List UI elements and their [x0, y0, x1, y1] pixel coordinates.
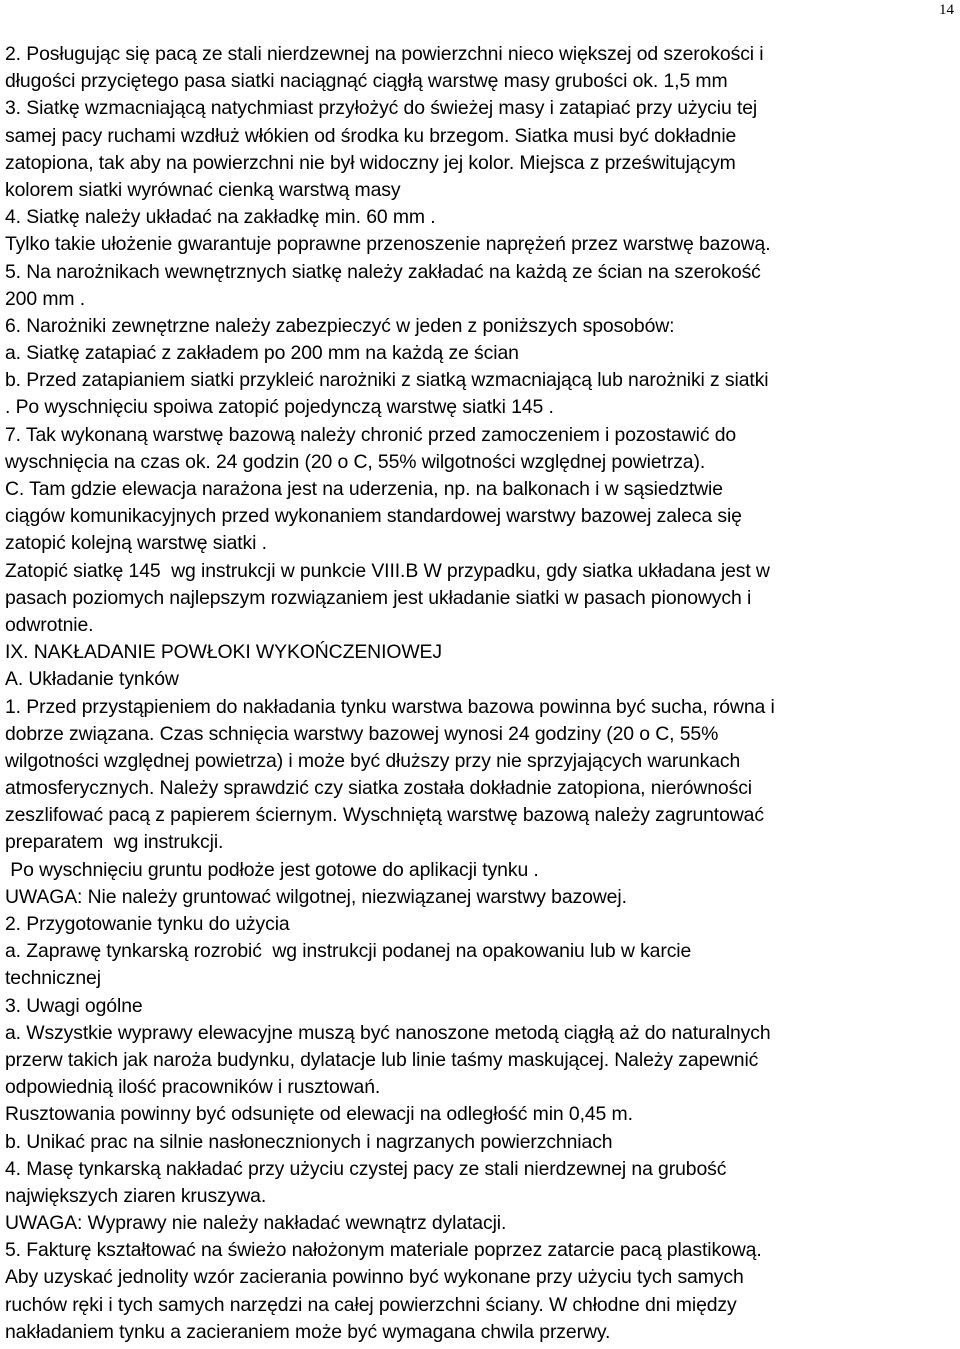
text-line: zatopić kolejną warstwę siatki . [5, 532, 267, 555]
text-line: b. Unikać prac na silnie nasłonecznionych i nagrzanych powierzchniach [5, 1130, 613, 1153]
text-line: IX. NAKŁADANIE POWŁOKI WYKOŃCZENIOWEJ [5, 641, 442, 664]
text-line: największych ziaren kruszywa. [5, 1184, 267, 1207]
text-line: UWAGA: Nie należy gruntować wilgotnej, niezwiązanej warstwy bazowej. [5, 885, 627, 908]
text-line: wilgotności względnej powietrza) i może być dłuższy przy nie sprzyjających warunkach [5, 749, 741, 772]
text-line: zeszlifować pacą z papierem ściernym. Wyschniętą warstwę bazową należy zagruntować [5, 804, 764, 827]
text-line: a. Zaprawę tynkarską rozrobić wg instrukcji podanej na opakowaniu lub w karcie [5, 940, 692, 963]
text-line: 4. Masę tynkarską nakładać przy użyciu czystej pacy ze stali nierdzewnej na grubość [5, 1157, 727, 1180]
text-line: . Po wyschnięciu spoiwa zatopić pojedynczą warstwę siatki 145 . [5, 396, 554, 419]
text-line: długości przyciętego pasa siatki naciągnąć ciągłą warstwę masy grubości ok. 1,5 mm [5, 70, 728, 93]
text-line: 7. Tak wykonaną warstwę bazową należy chronić przed zamoczeniem i pozostawić do [5, 423, 737, 446]
text-line: pasach poziomych najlepszym rozwiązaniem jest układanie siatki w pasach pionowych i [5, 586, 752, 609]
text-line: UWAGA: Wyprawy nie należy nakładać wewnątrz dylatacji. [5, 1212, 507, 1235]
text-line: przerw takich jak naroża budynku, dylatacje lub linie taśmy maskującej. Należy zapewnić [5, 1048, 759, 1071]
text-line: samej pacy ruchami wzdłuż włókien od środka ku brzegom. Siatka musi być dokładnie [5, 124, 737, 147]
text-line: a. Siatkę zatapiać z zakładem po 200 mm na każdą ze ścian [5, 342, 519, 365]
text-line: C. Tam gdzie elewacja narażona jest na uderzenia, np. na balkonach i w sąsiedztwie [5, 478, 723, 500]
text-line: 3. Uwagi ogólne [5, 994, 143, 1017]
text-line: 1. Przed przystąpieniem do nakładania tynku warstwa bazowa powinna być sucha, równa i [5, 695, 775, 718]
text-line: nakładaniem tynku a zacieraniem może być wymagana chwila przerwy. [5, 1320, 611, 1343]
text-line: 2. Posługując się pacą ze stali nierdzewnej na powierzchni nieco większej od szerokości i [5, 43, 764, 65]
text-line: atmosferycznych. Należy sprawdzić czy siatka została dokładnie zatopiona, nierówności [5, 777, 753, 800]
text-line: zatopiona, tak aby na powierzchni nie był widoczny jej kolor. Miejsca z prześwitującym [5, 151, 736, 174]
text-line: 200 mm . [5, 287, 86, 310]
text-line: 6. Narożniki zewnętrzne należy zabezpieczyć w jeden z poniższych sposobów: [5, 314, 675, 337]
text-line: 3. Siatkę wzmacniającą natychmiast przyłożyć do świeżej masy i zatapiać przy użyciu tej [5, 97, 758, 120]
text-line: Rusztowania powinny być odsunięte od elewacji na odległość min 0,45 m. [5, 1103, 633, 1126]
text-line: wyschnięcia na czas ok. 24 godzin (20 o C, 55% wilgotności względnej powietrza). [5, 450, 706, 473]
text-line: a. Wszystkie wyprawy elewacyjne muszą być nanoszone metodą ciągłą aż do naturalnych [5, 1021, 771, 1044]
text-line: Po wyschnięciu gruntu podłoże jest gotowe do aplikacji tynku . [5, 858, 539, 881]
document-body [5, 41, 957, 1346]
text-line: odpowiednią ilość pracowników i rusztowań. [5, 1076, 381, 1099]
page-number: 14 [939, 2, 954, 18]
text-line: ciągów komunikacyjnych przed wykonaniem standardowej warstwy bazowej zaleca się [5, 505, 742, 528]
text-line: dobrze związana. Czas schnięcia warstwy bazowej wynosi 24 godziny (20 o C, 55% [5, 722, 719, 745]
text-line: 5. Na narożnikach wewnętrznych siatkę należy zakładać na każdą ze ścian na szerokość [5, 260, 761, 283]
text-line: 2. Przygotowanie tynku do użycia [5, 913, 290, 935]
text-line: Tylko takie ułożenie gwarantuje poprawne przenoszenie naprężeń przez warstwę bazową. [5, 233, 771, 256]
text-line: kolorem siatki wyrównać cienką warstwą masy [5, 178, 401, 201]
text-line: A. Układanie tynków [5, 668, 179, 691]
text-line: b. Przed zatapianiem siatki przykleić narożniki z siatką wzmacniającą lub narożniki z siatki [5, 369, 769, 392]
text-line: Aby uzyskać jednolity wzór zacierania powinno być wykonane przy użyciu tych samych [5, 1266, 744, 1289]
text-line: preparatem wg instrukcji. [5, 831, 224, 854]
text-line: Zatopić siatkę 145 wg instrukcji w punkcie VIII.B W przypadku, gdy siatka układana jest w [5, 559, 770, 582]
text-line: odwrotnie. [5, 613, 94, 636]
text-line: technicznej [5, 967, 101, 990]
text-line: 5. Fakturę kształtować na świeżo nałożonym materiale poprzez zatarcie pacą plastikową. [5, 1239, 762, 1262]
text-line: ruchów ręki i tych samych narzędzi na całej powierzchni ściany. W chłodne dni między [5, 1293, 737, 1316]
text-line: 4. Siatkę należy układać na zakładkę min. 60 mm . [5, 206, 436, 229]
